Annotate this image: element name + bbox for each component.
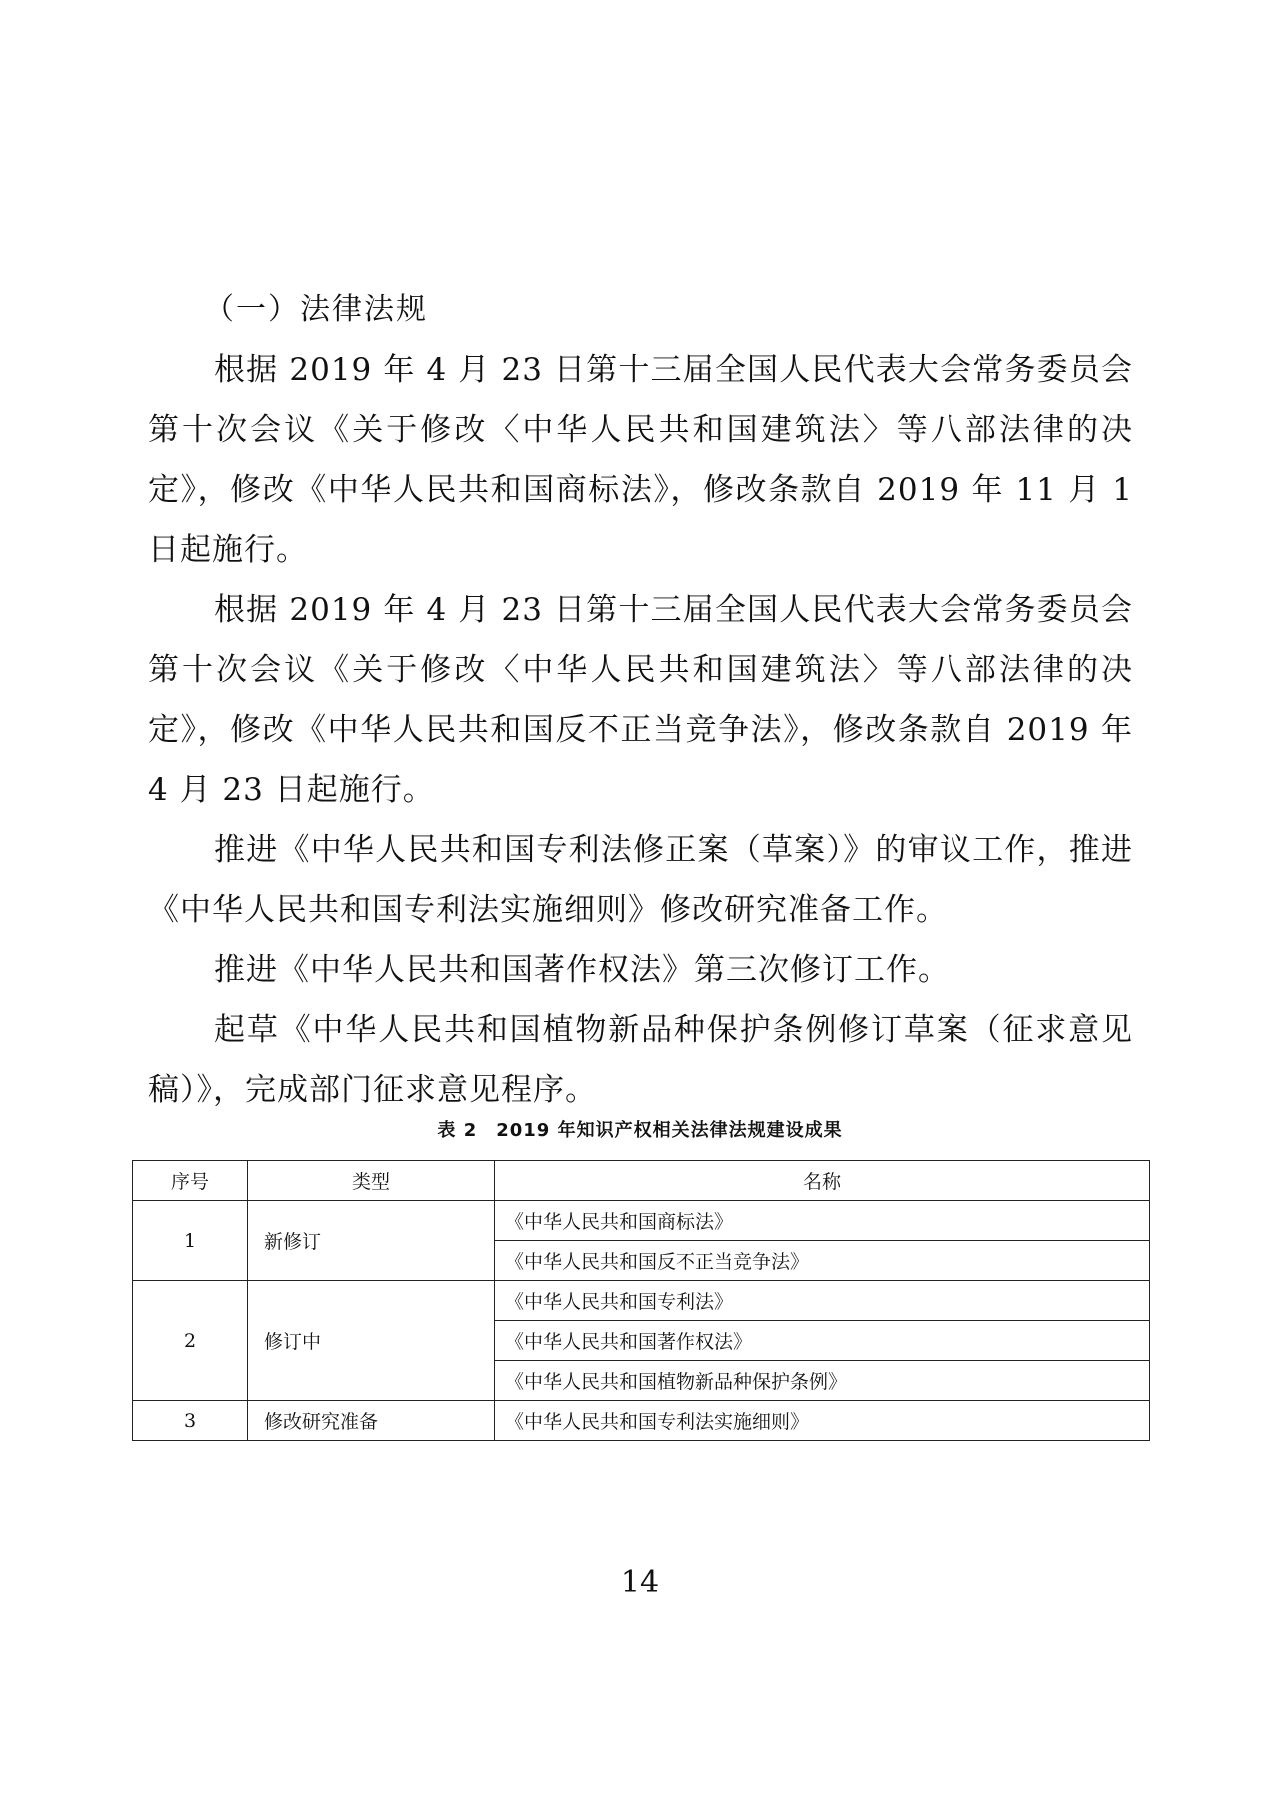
- body-text: [148, 280, 1133, 1120]
- paragraph: 根据 2019 年 4 月 23 日第十三届全国人民代表大会常务委员会第十次会议《关于修改〈中华人民共和国建筑法〉等八部法律的决定》，修改《中华人民共和国反不正当竞争法》，修改条款自 2019 年 4 月 23 日起施行。: [148, 592, 1133, 808]
- table-caption: 表 2 2019 年知识产权相关法律法规建设成果: [437, 1120, 843, 1141]
- table-row: [133, 1401, 1150, 1441]
- paragraph: 起草《中华人民共和国植物新品种保护条例修订草案（征求意见稿）》，完成部门征求意见程序。: [148, 1012, 1133, 1108]
- header-type: 类型: [248, 1161, 495, 1201]
- section-heading: （一）法律法规: [204, 292, 428, 327]
- row-num: 1: [133, 1201, 248, 1281]
- row-name: 《中华人民共和国专利法实施细则》: [495, 1401, 1150, 1441]
- row-name: 《中华人民共和国著作权法》: [495, 1321, 1150, 1361]
- row-type: 修订中: [248, 1281, 495, 1401]
- table-header-row: [133, 1161, 1150, 1201]
- row-type: 修改研究准备: [248, 1401, 495, 1441]
- laws-table: [132, 1160, 1150, 1441]
- row-num: 3: [133, 1401, 248, 1441]
- row-num: 2: [133, 1281, 248, 1401]
- paragraph: 推进《中华人民共和国著作权法》第三次修订工作。: [214, 952, 950, 988]
- paragraph: 根据 2019 年 4 月 23 日第十三届全国人民代表大会常务委员会第十次会议《关于修改〈中华人民共和国建筑法〉等八部法律的决定》，修改《中华人民共和国商标法》，修改条款自 2019 年 11 月 1 日起施行。: [148, 352, 1133, 568]
- table-row: [133, 1281, 1150, 1321]
- row-name: 《中华人民共和国植物新品种保护条例》: [495, 1361, 1150, 1401]
- paragraph: 推进《中华人民共和国专利法修正案（草案）》的审议工作，推进《中华人民共和国专利法实施细则》修改研究准备工作。: [148, 832, 1133, 928]
- header-num: 序号: [133, 1161, 248, 1201]
- row-name: 《中华人民共和国专利法》: [495, 1281, 1150, 1321]
- page-number: 14: [620, 1565, 660, 1600]
- row-name: 《中华人民共和国反不正当竞争法》: [495, 1241, 1150, 1281]
- row-name: 《中华人民共和国商标法》: [495, 1201, 1150, 1241]
- header-name: 名称: [495, 1161, 1150, 1201]
- table-row: [133, 1201, 1150, 1241]
- row-type: 新修订: [248, 1201, 495, 1281]
